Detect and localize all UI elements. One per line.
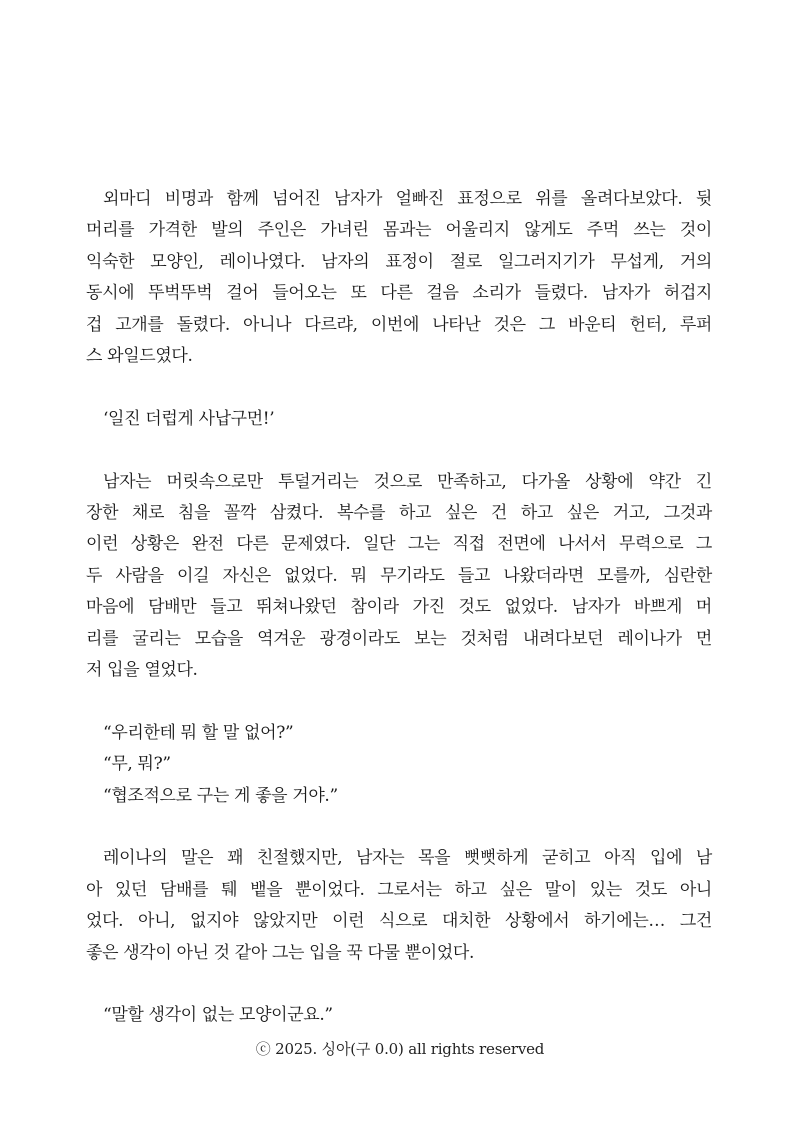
quote-3 — [86, 1000, 712, 1031]
paragraph-3 — [86, 843, 712, 969]
text-line: 마음에 담배만 들고 뛰쳐나왔던 참이라 가진 것도 없었다. 남자가 바쁘게 머 — [86, 597, 712, 618]
paragraph-1 — [86, 184, 712, 372]
text-line: 아 있던 담배를 퉤 뱉을 뿐이었다. 그로서는 하고 싶은 말이 있는 것도 아니 — [86, 879, 712, 900]
text-line: 레이나의 말은 꽤 친절했지만, 남자는 목을 뻣뻣하게 굳히고 아직 입에 남 — [103, 848, 712, 869]
text-line: 동시에 뚜벅뚜벅 걸어 들어오는 또 다른 걸음 소리가 들렸다. 남자가 허겁지 — [86, 283, 712, 304]
quote-line: “무, 뭐?” — [103, 754, 171, 775]
text-line: 었다. 아니, 없지야 않았지만 이런 식으로 대치한 상황에서 하기에는… 그건 — [86, 911, 712, 932]
text-line: 겁 고개를 돌렸다. 아니나 다르랴, 이번에 나타난 것은 그 바운티 헌터, 루퍼 — [86, 314, 712, 335]
text-line: 좋은 생각이 아닌 것 같아 그는 입을 꾹 다물 뿐이었다. — [86, 942, 475, 963]
paragraph-2 — [86, 467, 712, 687]
text-line: 남자는 머릿속으로만 투덜거리는 것으로 만족하고, 다가올 상황에 약간 긴 — [103, 471, 712, 492]
quote-line: “우리한테 뭐 할 말 없어?” — [103, 722, 294, 743]
quote-line: “협조적으로 구는 게 좋을 거야.” — [103, 785, 338, 806]
dialogue-block — [86, 718, 712, 812]
text-line: 외마디 비명과 함께 넘어진 남자가 얼빠진 표정으로 위를 올려다보았다. 뒷 — [103, 189, 712, 209]
paragraph-gap — [86, 372, 712, 403]
paragraph-gap — [86, 969, 712, 1000]
quote-line: “말할 생각이 없는 모양이군요.” — [103, 1005, 333, 1026]
text-line: 두 사람을 이길 자신은 없었다. 뭐 무기라도 들고 나왔더라면 모를까, 심란한 — [86, 565, 712, 586]
text-line: 익숙한 모양인, 레이나였다. 남자의 표정이 절로 일그러지기가 무섭게, 거의 — [86, 251, 712, 272]
quote-1 — [86, 404, 712, 435]
paragraph-gap — [86, 435, 712, 466]
text-line: 머리를 가격한 발의 주인은 가녀린 몸과는 어울리지 않게도 주먹 쓰는 것이 — [86, 220, 712, 241]
quote-line: ‘일진 더럽게 사납구먼!’ — [103, 408, 275, 429]
copyright-footer: ⓒ 2025. 싱아(구 0.0) all rights reserved — [255, 1040, 545, 1058]
text-line: 스 와일드였다. — [86, 346, 193, 367]
text-line: 리를 굴리는 모습을 역겨운 광경이라도 보는 것처럼 내려다보던 레이나가 먼 — [86, 628, 712, 649]
document-body — [86, 184, 712, 1032]
paragraph-gap — [86, 812, 712, 843]
text-line: 이런 상황은 완전 다른 문제였다. 일단 그는 직접 전면에 나서서 무력으로 그 — [86, 534, 712, 555]
text-line: 저 입을 열었다. — [86, 660, 198, 681]
paragraph-gap — [86, 686, 712, 717]
text-line: 장한 채로 침을 꼴깍 삼켰다. 복수를 하고 싶은 건 하고 싶은 거고, 그것과 — [86, 503, 712, 524]
